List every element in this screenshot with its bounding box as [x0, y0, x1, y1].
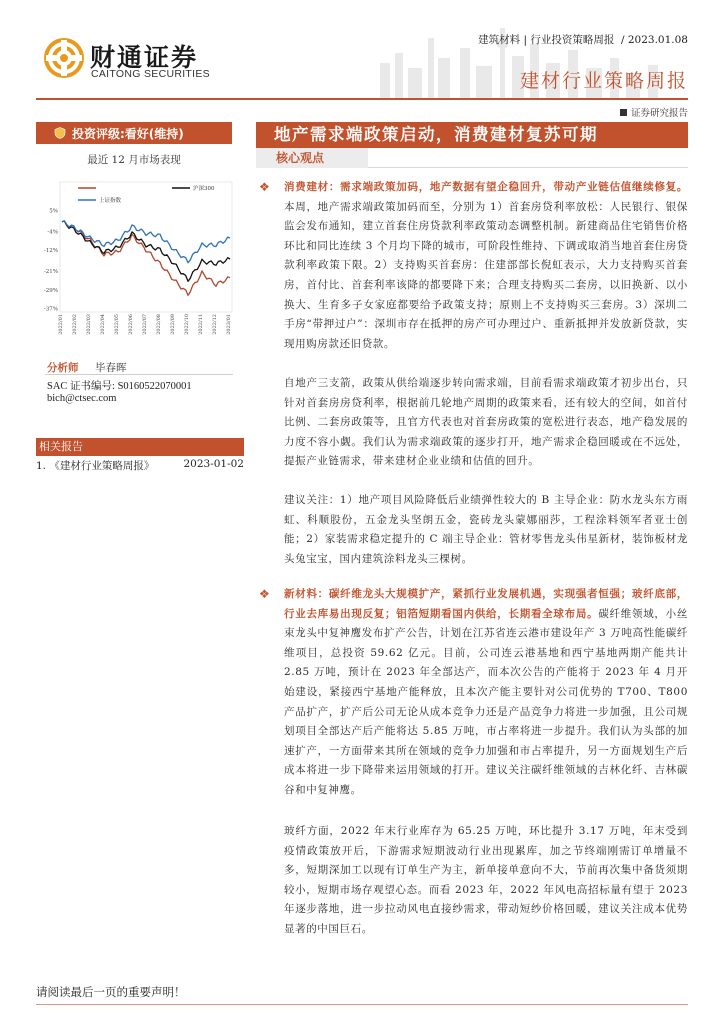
- paragraph-glass-fiber: 玻纤方面，2022 年末行业库存为 65.25 万吨，环比提升 3.17 万吨，年末受到疫情政策放开后，下游需求短期波动行业出现累库，加之节终端刚需订单增量不多，短期深加工以现有订单生产为主，新单接单意向不大，节前再次集中备货须期较小，短期市场存观望心态。而看 2023 年，2022 年风电高招标量有望于 2023 年逐步落地，进一步拉动风电直接纱需求，带动短纱价格回暖，建议关注成本优势显著的中国巨石。: [284, 825, 688, 935]
- x-tick-label: 2022/03: [86, 314, 92, 335]
- core-views-tab: 核心观点: [256, 148, 368, 168]
- report-meta: 建筑材料 | 行业投资策略周报 / 2023.01.08: [478, 34, 688, 46]
- consumer-materials-highlight: 消费建材：需求端政策加码，地产数据有望企稳回升，带动产业链估值继续修复。: [284, 181, 688, 193]
- x-tick-label: 2022/04: [100, 314, 106, 335]
- header-divider: [36, 98, 688, 100]
- related-report-title: 1. 《建材行业策略周报》: [36, 460, 155, 472]
- x-tick-label: 2022/06: [128, 314, 134, 335]
- x-tick-label: 2022/08: [156, 314, 162, 335]
- new-materials-body: 碳纤维领域，小丝束龙头中复神鹰发布扩产公告，计划在江苏省连云港市建设年产 3 万吨高性能碳纤维项目，总投资 59.62 亿元。目前，公司连云港基地和西宁基地两期产能共计 2.85 万吨，预计在 2023 年全部达产，而本次公告的产能将于 2023 年 4 月开始建设，紧接西宁基地产能释放，且本次产能主要针对公司优势的 T700、T800 产品扩产，扩产后公司无论从成本竞争力还是产品竞争力将进一步加强，且公司规划项目全部达产后产能将达 5.85 万吨，市占率将进一步提升。我们认为头部的加速扩产，一方面带来其所在领域的竞争力加强和市占率提升，另一方面规划生产后成本将进一步下降带来运用领域的打开。建议关注碳纤维领域的吉林化纤、吉林碳谷和中复神鹰。: [284, 607, 688, 796]
- core-views-divider: [368, 167, 688, 168]
- analyst-label: 分析师: [47, 362, 79, 374]
- x-tick-label: 2022/02: [72, 314, 78, 335]
- chart-caption: 最近 12 月市场表现: [87, 154, 181, 166]
- related-report-item[interactable]: [36, 458, 244, 473]
- brand-name-en: CAITONG SECURITIES: [91, 68, 210, 80]
- report-type-label: 证券研究报告: [630, 108, 688, 119]
- x-tick-label: 2022/09: [170, 314, 176, 335]
- report-type: [620, 105, 688, 119]
- x-tick-label: 2022/05: [114, 314, 120, 335]
- report-series-title: 建材行业策略周报: [519, 70, 688, 92]
- related-reports-title: 相关报告: [36, 438, 244, 456]
- x-tick-label: 2022/01: [58, 314, 64, 335]
- legend-label: 沪深300: [193, 186, 215, 192]
- y-tick-label: -37%: [43, 306, 58, 313]
- rating-label: 投资评级:看好(维持): [72, 126, 184, 141]
- analyst-divider: [45, 374, 233, 375]
- paragraph-policy-outlook: 自地产三支箭，政策从供给端逐步转向需求端，目前看需求端政策才初步出台，只针对首套房房贷利率，根据前几轮地产周期的政策来看，还有较大的空间，如首付比例、二套房政策等，且官方代表也对首套房政策的宽松进行表态，地产稳发展的力度不容小觑。我们认为需求端政策的逐步打开，地产需求企稳回暖或在不远处，提振产业链需求，带来建材企业业绩和估值的回升。: [284, 377, 688, 468]
- consumer-materials-body: 本周，地产需求端政策加码而至，分别为 1）首套房贷利率放松：人民银行、银保监会发布通知，建立首套住房贷款利率政策动态调整机制。新建商品住宅销售价格环比和同比连续 3 个月均下降的城市，可阶段性维持、下调或取消当地首套住房贷款利率政策下限。2）支持购买首套房：住建部部长倪虹表示，大力支持购买首套房，首付比、首套利率该降的都要降下来；合理支持购买二套房，以旧换新、以小换大、生育多子女家庭都要给予政策支持；原则上不支持购买三套房。3）深圳二手房“带押过户”：深圳市存在抵押的房产可办理过户、重新抵押并发放新贷款，实现用购房款还旧贷款。: [284, 200, 688, 350]
- y-tick-label: -12%: [43, 248, 58, 255]
- x-tick-label: 2022/12: [212, 314, 218, 335]
- new-materials-highlight: 新材料：碳纤维龙头大规模扩产，紧抓行业发展机遇，实现强者恒强；玻纤底部，行业去库易出现反复；铝箔短期看国内供给，长期看全球布局。: [284, 588, 688, 620]
- paragraph-recommendations: 建议关注：1）地产项目风险降低后业绩弹性较大的 B 主导企业：防水龙头东方雨虹、科顺股份，五金龙头坚朗五金，瓷砖龙头蒙娜丽莎，工程涂料领军者亚士创能；2）家装需求稳定提升的 C 端主导企业：管材零售龙头伟星新材，装饰板材龙头兔宝宝，国内建筑涂料龙头三棵树。: [284, 494, 688, 565]
- square-icon: [620, 109, 627, 116]
- x-tick-label: 2022/11: [198, 314, 204, 335]
- x-tick-label: 2022/10: [184, 314, 190, 335]
- rating-bar: [36, 122, 232, 144]
- brand-name-cn: 财通证券: [90, 43, 199, 72]
- caitong-logo-icon: [44, 38, 84, 78]
- legend-label: 上证指数: [99, 198, 122, 204]
- footer-disclaimer: 请阅读最后一页的重要声明！: [36, 985, 186, 999]
- analyst-name: 毕春晖: [95, 362, 127, 374]
- shield-icon: [54, 127, 66, 139]
- x-tick-label: 2023/01: [226, 314, 232, 335]
- y-tick-label: 5%: [49, 208, 58, 215]
- x-tick-label: 2022/07: [142, 314, 148, 335]
- footer-divider: [36, 1004, 688, 1005]
- diamond-bullet-icon: ❖: [259, 587, 270, 601]
- y-tick-label: -29%: [43, 287, 58, 294]
- paragraph-consumer-materials: [284, 178, 688, 354]
- paragraph-new-materials: [284, 585, 688, 801]
- related-report-date: 2023-01-02: [183, 458, 244, 470]
- report-main-title: 地产需求端政策启动，消费建材复苏可期: [256, 122, 688, 148]
- diamond-bullet-icon: ❖: [259, 180, 270, 194]
- y-tick-label: -4%: [47, 229, 58, 236]
- y-tick-label: -21%: [43, 269, 58, 276]
- sac-certificate: SAC 证书编号: S0160522070001: [47, 381, 192, 392]
- market-performance-chart: [38, 180, 238, 350]
- analyst-email[interactable]: bich@ctsec.com: [47, 393, 117, 404]
